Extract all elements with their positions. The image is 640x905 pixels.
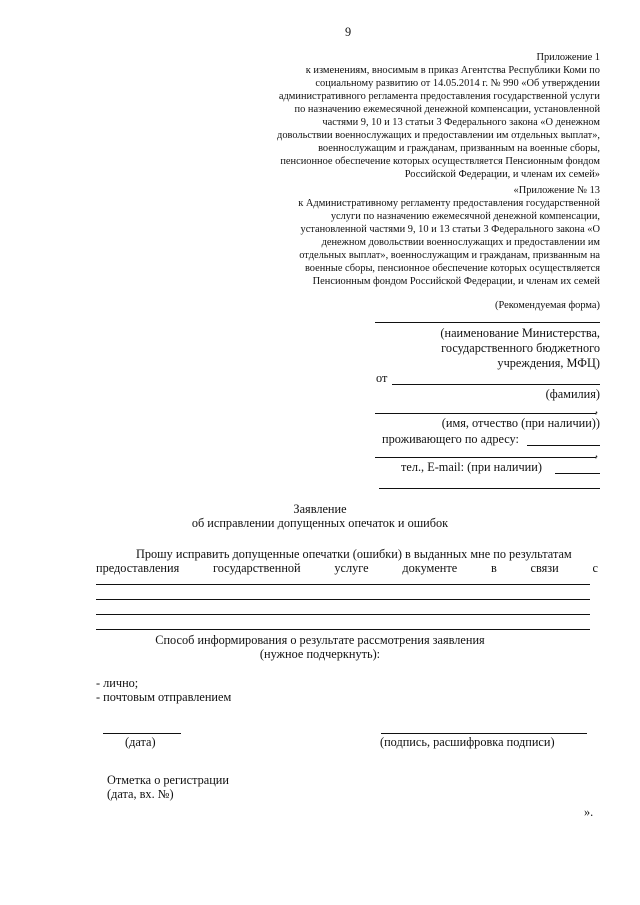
addressee-hint-line: (наименование Министерства, bbox=[440, 326, 600, 340]
date-line bbox=[103, 733, 181, 734]
request-word: документе bbox=[402, 561, 458, 575]
appendix-1-line: частями 9, 10 и 13 статьи 3 Федерального закона «О денежном bbox=[322, 117, 600, 128]
info-method-subtitle: (нужное подчеркнуть): bbox=[259, 647, 381, 661]
appendix-1-line: административного регламента предоставления государственной услуги bbox=[278, 91, 600, 102]
appendix-1-line: Приложение 1 bbox=[536, 52, 600, 63]
signature-line bbox=[381, 733, 587, 734]
recommended-form-label: (Рекомендуемая форма) bbox=[495, 300, 600, 311]
appendix-13-line: «Приложение № 13 bbox=[513, 185, 600, 196]
appendix-1-line: военнослужащим и гражданам, призванным на военные сборы, bbox=[318, 143, 600, 154]
extra-contact-line bbox=[379, 488, 600, 489]
request-line-1: Прошу исправить допущенные опечатки (ошибки) в выданных мне по результатам bbox=[136, 547, 572, 561]
option-in-person: - лично; bbox=[96, 676, 139, 690]
addressee-name-hint bbox=[440, 326, 600, 371]
request-word: государственной bbox=[212, 561, 301, 575]
comma-mark: , bbox=[595, 446, 599, 460]
from-label: от bbox=[376, 371, 388, 385]
reason-line-3 bbox=[96, 614, 590, 615]
addressee-hint-line: государственного бюджетного bbox=[441, 341, 600, 355]
request-word: с bbox=[592, 561, 598, 575]
reason-line-4 bbox=[96, 629, 590, 630]
addressee-name-line bbox=[375, 322, 600, 323]
appendix-1-line: социальному развитию от 14.05.2014 г. № 990 «Об утверждении bbox=[315, 78, 600, 89]
appendix-13-line: установленной частями 9, 10 и 13 статьи 3 Федерального закона «О bbox=[300, 224, 600, 235]
statement-title: Заявление bbox=[293, 502, 347, 516]
reason-line-1 bbox=[96, 584, 590, 585]
request-line-2 bbox=[96, 561, 598, 575]
comma-mark: , bbox=[595, 402, 599, 416]
statement-subtitle: об исправлении допущенных опечаток и ошибок bbox=[191, 516, 449, 530]
appendix-1-block bbox=[277, 51, 600, 181]
appendix-1-line: по назначению ежемесячной денежной компенсации, установленной bbox=[294, 104, 600, 115]
closing-mark: ». bbox=[584, 805, 594, 819]
addressee-hint-line: учреждения, МФЦ) bbox=[497, 356, 600, 370]
surname-hint: (фамилия) bbox=[545, 387, 600, 401]
reason-line-2 bbox=[96, 599, 590, 600]
appendix-1-line: к изменениям, вносимым в приказ Агентства Республики Коми по bbox=[305, 65, 600, 76]
signature-label: (подпись, расшифровка подписи) bbox=[380, 735, 555, 749]
request-word: услуге bbox=[334, 561, 369, 575]
appendix-13-block bbox=[298, 184, 600, 288]
info-method-title: Способ информирования о результате рассмотрения заявления bbox=[155, 633, 485, 647]
phone-line bbox=[555, 473, 600, 474]
request-word: предоставления bbox=[96, 561, 180, 575]
request-word: связи bbox=[530, 561, 559, 575]
address-line-2 bbox=[375, 457, 596, 458]
page-number: 9 bbox=[345, 25, 352, 39]
appendix-1-line: Российской Федерации, и членам их семей» bbox=[404, 169, 600, 180]
appendix-1-line: пенсионное обеспечение которых осуществляется Пенсионным фондом bbox=[280, 156, 600, 167]
appendix-13-line: военные сборы, пенсионное обеспечение которых осуществляется bbox=[304, 263, 600, 274]
appendix-13-line: Пенсионным фондом Российской Федерации, и членам их семей bbox=[312, 276, 600, 287]
date-label: (дата) bbox=[125, 735, 156, 749]
address-label: проживающего по адресу: bbox=[382, 432, 519, 446]
first-name-hint: (имя, отчество (при наличии)) bbox=[441, 416, 600, 430]
appendix-13-line: денежном довольствии военнослужащих и предоставлении им bbox=[321, 237, 600, 248]
appendix-1-line: довольствии военнослужащих и предоставлении им отдельных выплат», bbox=[277, 130, 600, 141]
appendix-13-line: к Административному регламенту предоставления государственной bbox=[298, 198, 600, 209]
surname-line bbox=[392, 384, 600, 385]
appendix-13-line: отдельных выплат», военнослужащим и гражданам, призванным на bbox=[299, 250, 600, 261]
first-name-line bbox=[375, 413, 596, 414]
phone-label: тел., E-mail: (при наличии) bbox=[401, 460, 542, 474]
registration-label: Отметка о регистрации bbox=[107, 773, 229, 787]
address-line-1 bbox=[527, 445, 600, 446]
request-word: в bbox=[490, 561, 497, 575]
option-by-post: - почтовым отправлением bbox=[96, 690, 232, 704]
registration-date-label: (дата, вх. №) bbox=[107, 787, 174, 801]
appendix-13-line: услуги по назначению ежемесячной денежной компенсации, bbox=[330, 211, 600, 222]
